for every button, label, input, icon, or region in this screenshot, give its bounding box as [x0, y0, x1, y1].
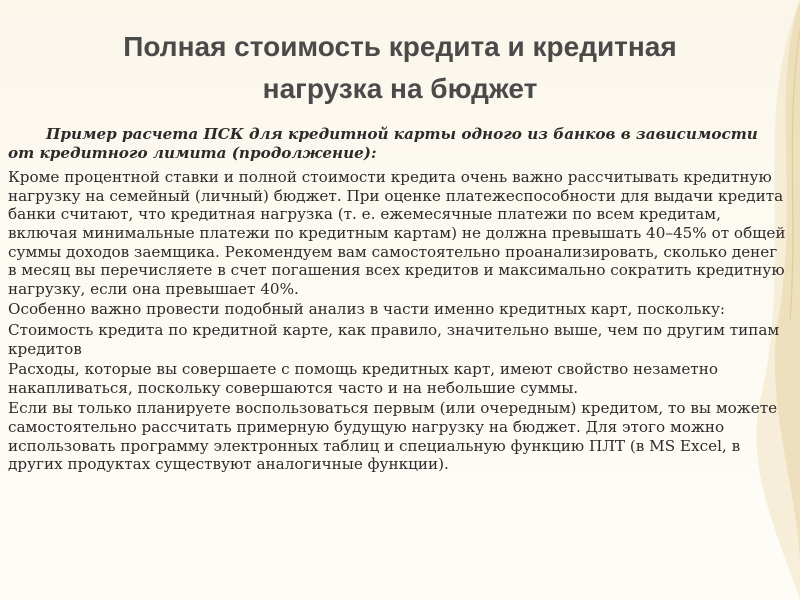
- paragraph-plan-credit: Если вы только планируете воспользоваться первым (или очередным) кредитом, то вы можете самостоятельно рассчитать примерную будущую нагрузку на бюджет. Для этого можно использовать программу электронных таблиц и специальную функцию ПЛТ (в MS Excel, в других продуктах существуют аналогичные функции).: [8, 399, 778, 474]
- slide-title: Полная стоимость кредита и кредитная нагрузка на бюджет: [123, 31, 677, 104]
- slide-body: [8, 125, 788, 476]
- paragraph-card-cost: Стоимость кредита по кредитной карте, как правило, значительно выше, чем по другим типам кредитов: [8, 320, 780, 358]
- slide-subtitle: Пример расчета ПСК для кредитной карты одного из банков в зависимости от кредитного лимита (продолжение):: [8, 125, 758, 162]
- paragraph-credit-cards-analysis: Особенно важно провести подобный анализ в части именно кредитных карт, поскольку:: [8, 300, 726, 319]
- paragraph-expenses-accumulate: Расходы, которые вы совершаете с помощь кредитных карт, имеют свойство незаметно накапливаться, поскольку совершаются часто и на небольшие суммы.: [8, 360, 718, 397]
- paragraph-credit-load: Кроме процентной ставки и полной стоимости кредита очень важно рассчитывать кредитную нагрузку на семейный (личный) бюджет. При оценке платежеспособности для выдачи кредита банки считают, что кредитная нагрузка (т. е. ежемесячные платежи по всем кредитам, включая минимальные платежи по кредитным картам) не должна превышать 40–45% от общей суммы доходов заемщика. Рекомендуем вам самостоятельно проанализировать, сколько денег в месяц вы перечисляете в счет погашения всех кредитов и максимально сократить кредитную нагрузку, если она превышает 40%.: [8, 168, 786, 298]
